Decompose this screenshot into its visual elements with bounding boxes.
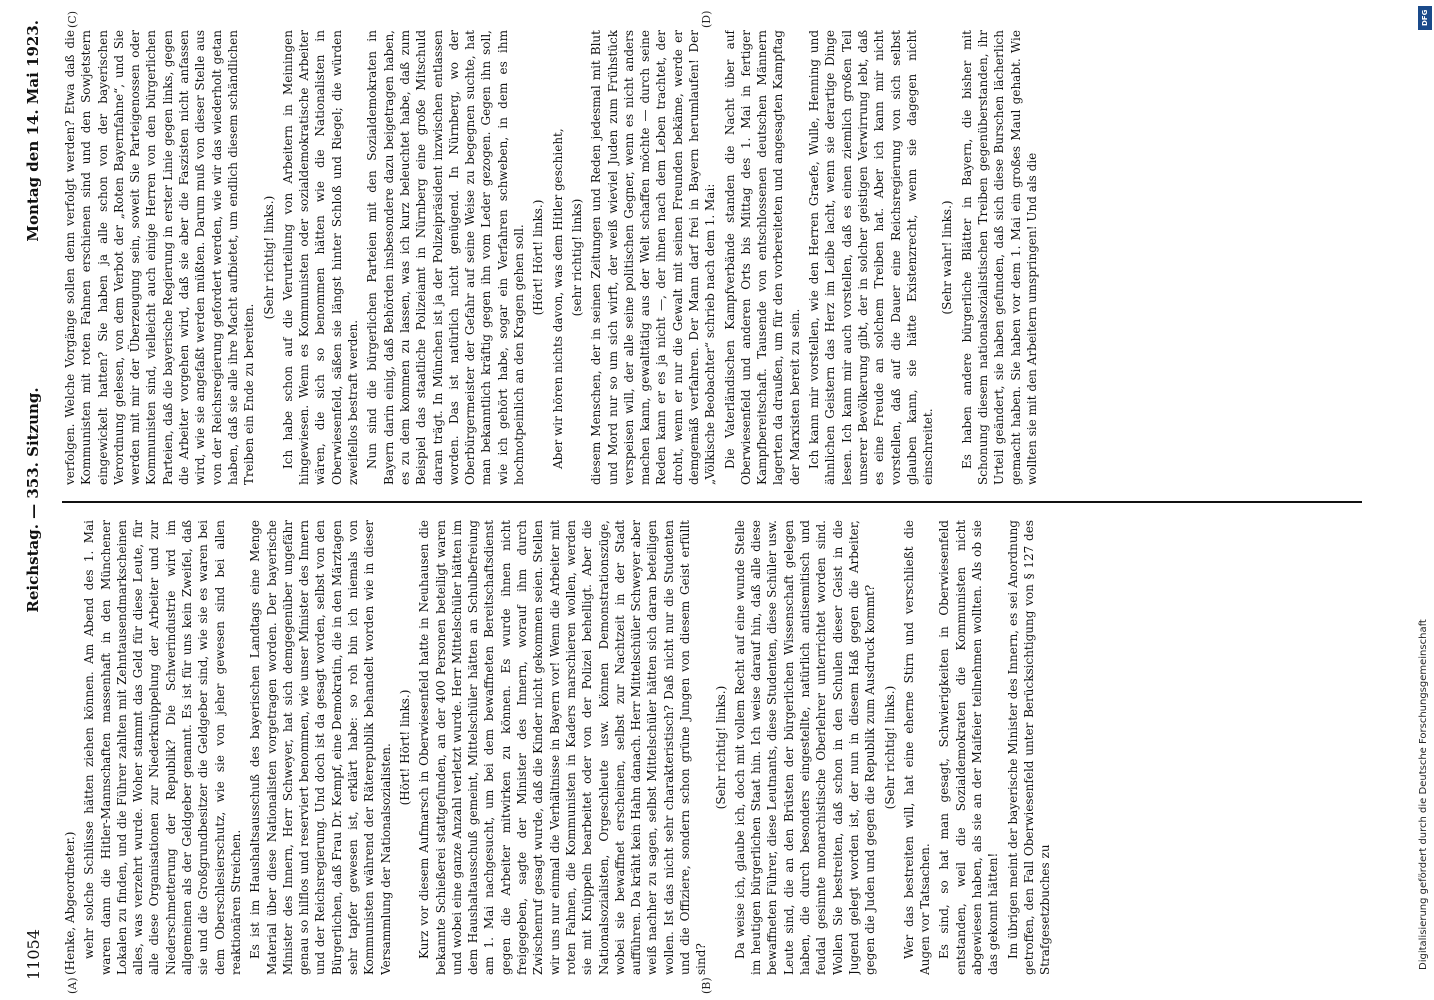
- date-title: Montag den 14. Mai 1923.: [24, 20, 42, 242]
- paragraph: Es sind, so hat man gesagt, Schwierigkeiten in Oberwiesenfeld entstanden, weil die Sozialdemokraten die Kommunisten nicht abgewiesen haben, als sie an der Maifeier teilnehmen wollten. Als ob sie das gekonnt hätten!: [937, 520, 1001, 975]
- interjection: (Sehr richtig! links.): [713, 685, 728, 810]
- paragraph: diesem Menschen, der in seinen Zeitungen und Reden jedesmal mit Blut und Mord nur so um sich wirft, der weiß wieviel Juden zum Frühstück verspeisen will, der alle seine politischen Gegner, wenn es nicht anders machen kann, gewalttätig aus der Welt schaffen möchte — durch seine Reden kann er es ja nicht —, der ihnen nach dem Leben trachtet, der droht, wenn er nur die Gewalt mit seinen Freunden bekäme, werde er demgemäß verfahren. Der Mann darf frei in Bayern herumlaufen! Der „Völkische Beobachter“ schrieb nach dem 1. Mai:: [589, 30, 718, 485]
- right-column: [62, 30, 1362, 485]
- paragraph: Im übrigen meint der bayerische Minister des Innern, es sei Anordnung getroffen, den Fall Oberwiesenfeld unter Berücksichtigung von § 127 des Strafgesetzbuches zu: [1005, 520, 1053, 975]
- paragraph: Es haben andere bürgerliche Blätter in Bayern, die bisher mit Schonung diesem nationalsozialistischen Treiben gegenüberstanden, ihr Urteil geändert, sie haben gefunden, daß sich diese Burschen lächerlich gemacht haben. Sie haben vor dem 1. Mai ein großes Maul gehabt. Wie wollten sie mit den Arbeitern umspringen! Und als die: [959, 30, 1039, 485]
- interjection: (Sehr richtig! links.): [261, 195, 276, 320]
- left-column: [62, 520, 1362, 975]
- paragraph: Da weise ich, glaube ich, doch mit vollem Recht auf eine wunde Stelle im heutigen bürgerlichen Staat hin. Ich weise darauf hin, daß alle diese bewaffneten Führer, diese Leutnants, diese Studenten, diese Schüler usw. Leute sind, die an den Brüsten der bürgerlichen Wissenschaft gelegen haben, die durch besonders eingestellte, natürlich antisemitisch und feudal gesinnte monarchistische Oberlehrer unterrichtet worden sind. Wollen Sie bestreiten, daß schon in den Schulen dieser Geist in die Jugend gelegt worden ist, der nun in diesem Haß gegen die Arbeiter, gegen die Juden und gegen die Republik zum Ausdruck kommt?: [732, 520, 878, 975]
- column-marker-a: (A): [66, 977, 79, 994]
- dfg-logo: DFG: [1418, 6, 1432, 30]
- quotation: Die Vaterländischen Kampfverbände standen die Nacht über auf Oberwiesenfeld und anderen Orts bis Mittag des 1. Mai in fertiger Kampfbereitschaft. Tausende von entschlossenen deutschen Männern lagerten da draußen, um für den vorbereiteten und angesagten Kampftag der Marxisten bereit zu sein.: [722, 30, 802, 485]
- paragraph: Ich kann mir vorstellen, wie den Herren Graefe, Wulle, Henning und ähnlichen Geistern das Herz im Leibe lacht, wenn sie derartige Dinge lesen. Ich kann mir auch vorstellen, daß es einen ziemlich großen Teil unserer Bevölkerung gibt, der in solcher geistigen Verwirrung lebt, daß es eine Freude an solchem Treiben hat. Aber ich kann mir nicht vorstellen, daß auf die Dauer eine Reichsregierung von sich selbst glauben kann, sie hätte Existenzrecht, wenn sie dagegen nicht einschreitet.: [807, 30, 936, 485]
- paragraph: wehr solche Schlüsse hätten ziehen können. Am Abend des 1. Mai waren dann die Hitler-Mannschaften massenhaft in den Münchener Lokalen zu finden, und die Führer zahlten mit Zehntausendmarkscheinen alles, was verzehrt wurde. Woher stammt das Geld für diese Leute, für alle diese Organisationen zur Niederknüppelung der Arbeiter und zur Niederschmetterung der Republik? Die Schwerindustrie wird im allgemeinen als der Geldgeber genannt. Es ist für uns kein Zweifel, daß sie und die Großgrundbesitzer die Geldgeber sind, wie sie es waren bei dem Oberschlesierschutz, wie sie von jeher gewesen sind bei allen reaktionären Streichen.: [82, 520, 243, 975]
- speaker-line: (Henke, Abgeordneter.): [63, 831, 77, 975]
- interjection: (Sehr wahr! links.): [940, 200, 955, 315]
- column-marker-d: (D): [700, 10, 713, 28]
- column-marker-b: (B): [700, 977, 713, 994]
- paragraph: Kurz vor diesem Aufmarsch in Oberwiesenfeld hatte in Neuhausen die bekannte Schießerei stattgefunden, an der 400 Personen beteiligt waren und wobei eine ganze Anzahl verletzt wurde. Herr Mittelschüler hätten im dem Haushaltausschuß gemeint, Mittelschüler hätten an Schulbefreiung am 1. Mai nachgesucht, um bei dem bewaffneten Bereitschaftsdienst gegen die Arbeiter mitwirken zu können. Es wurde ihnen nicht freigegeben, sagte der Minister des Innern, worauf ihm durch Zwischenruf gesagt wurde, daß die Kinder nicht gekommen seien. Stellen wir uns nur einmal die Verhältnisse in Bayern vor! Wenn die Arbeiter mit roten Fahnen, die Kommunisten in Kaders marschieren wollen, werden sie mit Knüppeln bearbeitet oder von der Polizei behelligt. Aber die Nationalsozialisten, Orgeschleute usw. können Demonstrationszüge, wobei sie bewaffnet erscheinen, selbst zur Nachtzeit in der Stadt aufführen. Da kräht kein Hahn danach. Herr Mittelschüler Schweyer aber weiß nachher zu sagen, selbst Mittelschüler hätten sich daran beteiligen wollen. Ist das nicht sehr charakteristisch? Daß nicht nur die Studenten und die Offiziere, sondern schon grüne Jungen von diesem Geist erfüllt sind?: [417, 520, 709, 975]
- interjection: (Sehr richtig! links.): [882, 685, 897, 810]
- interjection: (sehr richtig! links): [569, 198, 584, 317]
- interjection: (Hört! Hört! links.): [397, 689, 412, 806]
- page-number: 11054: [24, 929, 43, 980]
- paragraph: Ich habe schon auf die Verurteilung von Arbeitern in Meiningen hingewiesen. Wenn es Kommunisten oder sozialdemokratische Arbeiter wären, die sich so benommen hätten wie die Nationalisten in Oberwiesenfeld, säßen sie längst hinter Schloß und Riegel; die würden zweifellos bestraft werden.: [280, 30, 361, 485]
- digitization-note: Digitalisierung gefördert durch die Deutsche Forschungsgemeinschaft: [1418, 619, 1429, 970]
- session-title: Reichstag. — 353. Sitzung.: [24, 387, 42, 613]
- page-header: [24, 20, 54, 980]
- paragraph: Nun sind die bürgerlichen Parteien mit den Sozialdemokraten in Bayern darin einig, daß Behörden insbesondere dazu beigetragen haben, es zu dem kommen zu lassen, was ich kurz beleuchtet habe, daß zum Beispiel das staatliche Polizeiamt in Nürnberg eine große Mitschuld daran trägt. In München ist ja der Polizeipräsident inzwischen entlassen worden. Das ist natürlich nicht genügend. In Nürnberg, wo der Oberbürgermeister der Gefahr auf seine Weise zu begegnen suchte, hat man bekanntlich kräftig gegen ihn vom Leder gezogen. Gegen ihn soll, wie ich gehört habe, sogar ein Verfahren schweben, in dem es ihm hochnotpeinlich an den Kragen gehen soll.: [365, 30, 527, 485]
- column-marker-c: (C): [66, 11, 79, 28]
- column-divider: [62, 501, 1362, 503]
- paragraph: Aber wir hören nichts davon, was dem Hitler geschieht,: [550, 128, 565, 469]
- paragraph: Wer das bestreiten will, hat eine eherne Stirn und verschließt die Augen vor Tatsachen.: [901, 520, 933, 975]
- interjection: (Hört! Hört! links.): [531, 199, 546, 316]
- paragraph: Es ist im Haushaltsausschuß des bayerischen Landtags eine Menge Material über diese Nationalisten vorgetragen worden. Der bayerische Minister des Innern, Herr Schweyer, hat sich demgegenüber ungefähr genau so hilflos und reserviert benommen, wie unser Minister des Innern und der Reichsregierung. Und doch ist da gesagt worden, selbst von den Bürgerlichen, daß Frau Dr. Kempf, eine Demokratin, die in den Märztagen sehr tapfer gewesen ist, erklärt habe: so roh bin ich niemals von Kommunisten während der Räterepublik behandelt worden wie in dieser Versammlung der Nationalsozialisten.: [248, 520, 393, 975]
- paragraph: verfolgen. Welche Vorgänge sollen denn verfolgt werden? Etwa daß die Kommunisten mit roten Fahnen erschienen sind und den Sowjetstern eingewickelt hatten? Sie haben ja alle schon von der bayerischen Verordnung gelesen, von dem Verbot der „Roten Bayernfahne“, und Sie werden mit mir der Überzeugung sein, soweit Sie Parteigenossen oder Kommunisten sind, vielleicht auch einige Herren von den bürgerlichen Parteien, daß die bayerische Regierung in erster Linie gegen links, gegen die Arbeiter vorgehen wird, daß sie aber die Faszisten nicht anfassen wird, wie sie angefaßt werden müßten. Darum muß von dieser Stelle aus von der Reichsregierung gefordert werden, wie wir das wiederholt getan haben, daß sie alle ihre Macht aufbietet, um endlich diesem schändlichen Treiben ein Ende zu bereiten.: [63, 30, 257, 485]
